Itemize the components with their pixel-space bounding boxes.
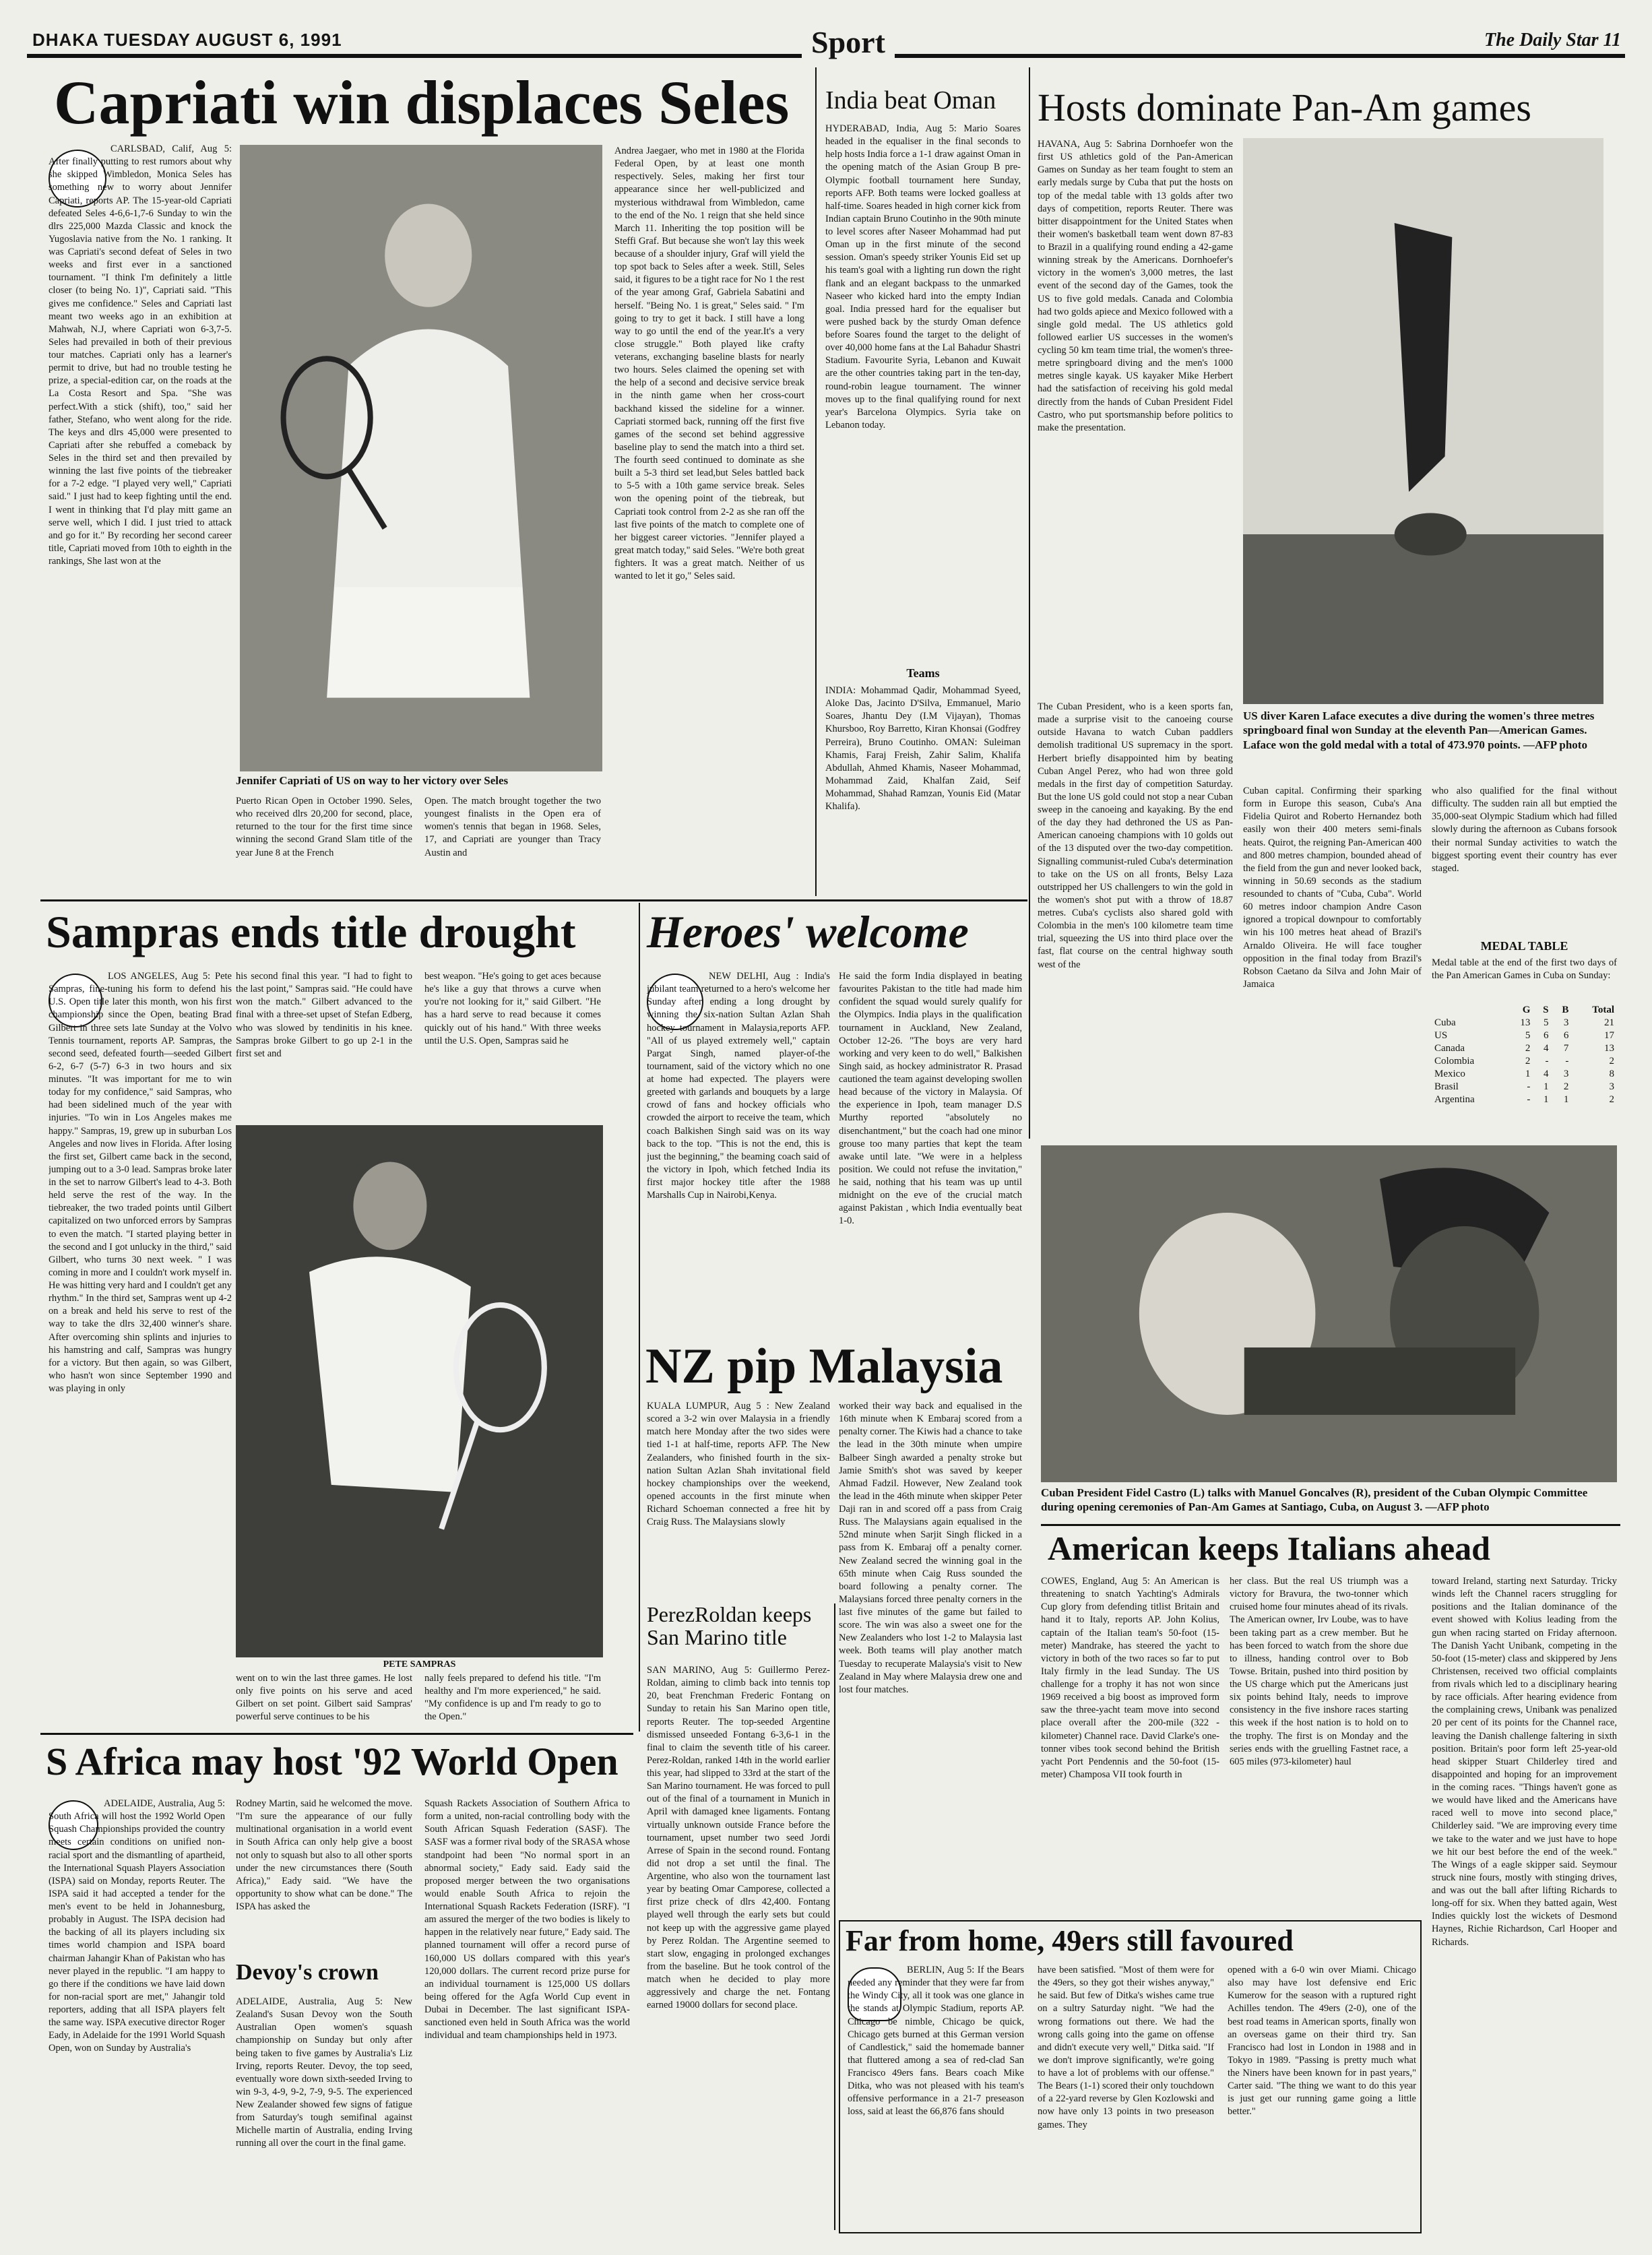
dateline: DHAKA TUESDAY AUGUST 6, 1991 [32, 30, 342, 50]
medal-cell: US [1434, 1030, 1448, 1041]
medal-cell: Canada [1434, 1043, 1465, 1054]
medal-row [1432, 1093, 1617, 1106]
medal-cell: Cuba [1434, 1017, 1456, 1028]
panam-col2: The Cuban President, who is a keen sports fan, made a surprise visit to the canoeing course outside Havana to watch Cuban paddlers demolish traditional US supremacy in the sport. Herbert briefly disappointed him by beating Cuban Angel Perez, who had won three gold medals in the first day of competition Saturday. But the lone US gold could not stop a near Cuban sweep in the canoeing and kayaking. By the end of the day they had dethroned the US as Pan-American canoeing champions with 10 golds out of the 13 disputed over the two-day competition. Signalling communist-ruled Cuba's determination to take on the US on all fronts, Belsy Laza outstripped her US challengers to win the gold in the women's shot put with a throw of 18.87 metres. Cuba's cyclists also shared gold with Colombia in the men's 100 kilometre team time trial, squeezing the US into third place over the fast, flat course on the central highway south west of the [1038, 701, 1233, 970]
medal-cell: 13 [1604, 1043, 1614, 1054]
paper-name: The Daily Star 11 [1484, 30, 1621, 51]
column-rule [1029, 67, 1030, 1139]
medal-cell: - [1545, 1056, 1549, 1067]
sampras-col1: LOS ANGELES, Aug 5: Pete Sampras, fine-tuning his form to defend his U.S. Open title later this month, won his first championship since the Open, beating Brad Gilbert in three sets late Sunday at the Volvo Tennis tournament, reports AP. Sampras, the second seed, defeated fourth—seeded Gilbert 6-2, 6-7 (5-7) 6-3 in two hours and six minutes. "It was important for me to win today for my confidence," said Sampras, who had been sidelined much of the year with injuries. "To win in Los Angeles makes me happy." Sampras, 19, grew up in suburban Los Angeles and now lives in Florida. After losing the first set, Gilbert came back in the second, jumping out to a 3-0 lead. Sampras broke later in the set to narrow Gilbert's lead to 4-3. Both held serve the rest of the way. In the tiebreaker, the two traded points until Gilbert capitalized on two unforced errors by Sampras to even the match. "I started playing better in the second and I got unlucky in the third," said Gilbert, who turns 30 next week. " I was coming in more and I couldn't work myself in. He was hitting very hard and I couldn't get any rhythm." In the third set, Sampras went up 4-2 on a break and held his serve to rest of the way to take the dlrs 32,400 winner's share. After overcoming shin splints and injuries to his hamstring and calf, Sampras was hungry for a victory. But then again, so was Gilbert, who hasn't won since September 1990 and was playing in only [49, 971, 232, 1394]
niners-col1: BERLIN, Aug 5: If the Bears needed any reminder that they were far from the Windy City, all it took was one glance in the stands at Olympic Stadium, reports AP. Chicago be nimble, Chicago be quick, Chicago gets burned at this German version of Candlestick," said the homemade banner that fluttered among a sea of red-clad San Francisco 49ers fans. Bears coach Mike Ditka, who was not pleased with his team's offensive performance in a 21-7 preseason loss, said at least the 66,876 fans should [848, 1965, 1024, 2118]
perez-headline: PerezRoldan keeps San Marino title [647, 1602, 812, 1649]
capriati-caption: Jennifer Capriati of US on way to her victory over Seles [236, 774, 509, 787]
diver-caption: US diver Karen Laface executes a dive during the women's three metres springboard final won Sunday at the eleventh Pan—American Games. Laface won the gold medal with a total of 473.970 points. —AFP photo [1243, 709, 1595, 751]
medal-cell: Mexico [1434, 1069, 1465, 1079]
medal-cell: 5 [1543, 1017, 1549, 1028]
heroes-col1: NEW DELHI, Aug : India's jubilant team returned to a hero's welcome her Sunday after ending a long drought by winning the six-nation Sultan Azlan Shah hockey tournament in Malaysia,reports AFP. "All of us played extremely well," captain Pargat Singh, named player-of-the tournament, said of the victory which no one at home had expected. The players were greeted with garlands and bouquets by a large crowd of fans and hockey officials who crowded the airport to receive the team, which coach Balkishen Singh said was on its way back to the top. "This is not the end, this is just the beginning," the beaming coach said of the victory in Ipoh, which fetched India its first major hockey title after the 1988 Marshalls Cup in Nairobi,Kenya. [647, 971, 830, 1201]
medal-row [1432, 1068, 1617, 1081]
diver-photo [1243, 138, 1603, 704]
medal-col-header [1432, 1004, 1507, 1017]
medal-table [1432, 1004, 1617, 1106]
medal-cell: Argentina [1434, 1094, 1475, 1105]
medal-cell: 3 [1563, 1017, 1569, 1028]
medal-table-intro: Medal table at the end of the first two days of the Pan American Games in Cuba on Sunday: [1432, 957, 1617, 982]
niners-col2: have been satisfied. "Most of them were for the 49ers, so they got their wishes anyway," he said. But few of Ditka's wishes came true on a sultry Saturday night. "We had the wrong formations out there. We had the wrong calls going into the game on offense and didn't execute very well," Ditka said. "If we don't improve significantly, we're going to have a lot of problems with our offense." The Bears (1-1) scored their only touchdown of a 22-yard reverse by Glen Kozlowski and now have only 13 points in two preseason games. They [1038, 1965, 1214, 2130]
section-rule [40, 899, 1027, 901]
panam-headline: Hosts dominate Pan-Am games [1038, 86, 1531, 129]
medal-col-header: S [1543, 1005, 1549, 1015]
medal-cell: 3 [1609, 1081, 1614, 1092]
italians-col3: toward Ireland, starting next Saturday. Tricky winds left the Channel racers struggling for positions and the Italian dominance of the event showed with Kolius leading from the gun when racing started on Friday afternoon. The Danish Yacht Unibank, competing in the 50-foot (15-meter) class and skippered by Jens Christensen, received two official complaints from rivals which led to a disciplinary hearing by race officials. After hearing evidence from the complaining crews, Unibank was penalized 20 per cent of its points for the Channel race, leaving the Danish challenge faltering in sixth position. Britain's poor form left 25-year-old head skipper Stuart Childerley tired and disappointed and hoping for an improvement in the coming races. "Things haven't gone as we would have liked and the Americans have raced well to move into second place," Childerley said. "We are improving every time we take to the water and we just have to hope we hit our best before the end of the week." The Wings of a eagle skipper said. Seymour struck nine fours, mostly with stinging drives, and was out the ball after lifting Richards to long-off for six. When they batted again, West Indies quickly lost the wickets of Desmond Haynes, Richie Richardson, Carl Hooper and Richards. [1432, 1576, 1617, 1948]
capriati-below-left: Puerto Rican Open in October 1990. Seles, who received dlrs 20,200 for second, place, returned to the tour for the first time since winning the second Grand Slam title of the year June 8 at the French [236, 796, 412, 858]
oman-teams-head: Teams [906, 666, 940, 680]
sampras-headline: Sampras ends title drought [46, 906, 576, 957]
medal-cell: 21 [1604, 1017, 1614, 1028]
devoy-headline: Devoy's crown [236, 1960, 379, 1985]
italians-headline: American keeps Italians ahead [1048, 1529, 1490, 1567]
italians-col1: COWES, England, Aug 5: An American is threatening to snatch Yachting's Admirals Cup glory from defending titlist Britain and hand it to Italy, reports AP. John Kolius, captain of the Italian team's 50-foot (15-meter) Mandrake, has steered the yacht to victory in both of the two races so far to put Italy firmly in the lead Sunday. The US challenge for a trophy it has not won since 1969 received a big boost as improved form saw the three-yacht team move into second place overall after the 200-mile (322 -kilometer) Channel race. David Clarke's one-tonner vibes took second behind the British yacht Port Pendennis and the 50-foot (15-meter) Champosa VII took fourth in [1041, 1576, 1219, 1780]
italians-col2: her class. But the real US triumph was a victory for Bravura, the two-tonner which cruised home four minutes ahead of its rivals. The American owner, Irv Loube, was to have been taking part as a crew member. But he has been forced to watch from the shore due to illness, handing control over to Bob Towse. Britain, pushed into third position by the US charge which put the Americans just six points behind Italy, needs to improve consistency in the five inshore races starting this week if the host nation is to hold on to the trophy. The first is on Monday and the series ends with the gruelling Fastnet race, a 605 miles (973-kilometer) haul [1230, 1576, 1408, 1767]
medal-cell: 1 [1543, 1094, 1549, 1105]
medal-cell: 2 [1609, 1056, 1614, 1067]
niners-col3: opened with a 6-0 win over Miami. Chicago also may have lost defensive end Eric Kumerow for the season with a ruptured right Achilles tendon. The 49ers (2-0), one of the best road teams in American sports, finally won an overseas game on their third try. San Francisco had lost in London in 1988 and in Tokyo in 1989. "Passing is pretty much what the Niners have been known for in past years," Carter said. "The thing we want to do this year is just get our running game going a little better." [1228, 1965, 1416, 2118]
safrica-col2: Rodney Martin, said he welcomed the move. "I'm sure the appearance of our fully multinational organisation in a world event in South Africa can only help give a boost not only to squash but also to all other sports under the new circumstances there (South Africa)," Eady said. "We have the opportunity to show what can be done." The ISPA has asked the [236, 1798, 412, 1912]
oman-headline: India beat Oman [825, 86, 996, 115]
medal-cell: 1 [1563, 1094, 1569, 1105]
medal-cell: 4 [1543, 1043, 1549, 1054]
panam-col1: HAVANA, Aug 5: Sabrina Dornhoefer won the first US athletics gold of the Pan-American Games on Sunday as her team fought to stem an early medals surge by Cuba that put the hosts on top of the medal table with 13 golds after two days of competition, reports Reuter. There was bitter disappointment for the United States when their women's basketball team went down 87-83 to Brazil in a qualifying round ending a 42-game winning streak by the Americans. Dornhoefer's victory in the women's 3,000 metres, the last event of the second day of the Games, took the US to five gold medals. Canada and Colombia had two golds apiece and Mexico followed with a single gold medal. The US athletics gold followed earlier US successes in the women's cycling 50 km team time trial, the women's three-metre springboard diving and the men's 1000 metres single kayak. US kayaker Mike Herbert had the satisfaction of receiving his gold medal directly from the hands of Cuban President Fidel Castro, who put sportsmanship before politics to make the presentation. [1038, 139, 1233, 433]
niners-headline: Far from home, 49ers still favoured [846, 1924, 1294, 1957]
safrica-col1: ADELAIDE, Australia, Aug 5: South Africa will host the 1992 World Open Squash Championships provided the country meets certain conditions on unified non-racial sport and the dismantling of apartheid, the International Squash Players Association (ISPA) said on Monday, reports Reuter. The ISPA said it had accepted a tender for the men's event to be held in Johannesburg, probably in August. The ISPA decision had the backing of all its players including six times world champion and ISPA board chairman Jahangir Khan of Pakistan who has never played in the republic. "I am happy to go there if the conditions we have laid down for non-racial sport are met," Jahangir told reporters, adding that all ISPA players felt the same way. ISPA executive director Roger Eady, in Adelaide for the 1991 World Squash Open, won on Sunday by Australia's [49, 1798, 225, 2054]
panam-col3: Cuban capital. Confirming their sparking form in Europe this season, Cuba's Ana Fidelia Quirot and Roberto Hernandez both easily won their 400 meters semi-finals heats. Quirot, the reigning Pan-American 400 and 800 metres champion, bounded ahead of the field from the gun and never looked back, winning in 50.69 seconds as the stadium resounded to chants of "Cuba, Cuba". World 60 metres indoor champion Andre Cason ignored a tropical downpour to comfortably win his 100 metres heat ahead of Brazil's Arnaldo Oliveira. He will face tougher opposition in the final today from Brazil's Robson Caetano da Silva and John Mair of Jamaica [1243, 786, 1422, 990]
medal-cell: 4 [1543, 1069, 1549, 1079]
medal-row [1432, 1081, 1617, 1093]
sampras-photo-label: PETE SAMPRAS [383, 1659, 456, 1670]
heroes-headline: Heroes' welcome [647, 906, 969, 957]
nz-headline: NZ pip Malaysia [645, 1339, 1003, 1394]
medal-table-head: MEDAL TABLE [1480, 939, 1568, 953]
section-rule [40, 1733, 633, 1735]
medal-cell: 2 [1609, 1094, 1614, 1105]
medal-row [1432, 1042, 1617, 1055]
medal-cell: 3 [1563, 1069, 1569, 1079]
sampras-below-right: nally feels prepared to defend his title. "I'm healthy and I'm more experienced," he said. "My confidence is up and I'm ready to go to the Open." [424, 1673, 601, 1723]
medal-cell: - [1527, 1081, 1531, 1092]
medal-cell: 7 [1563, 1043, 1569, 1054]
sampras-below-left: went on to win the last three games. He lost only five points on his serve and aced Gilbert on set point. Gilbert said Sampras' powerful serve continues to be his [236, 1673, 412, 1723]
medal-cell: - [1565, 1056, 1569, 1067]
masthead [27, 27, 1625, 58]
medal-cell: 8 [1609, 1069, 1614, 1079]
section-rule [1041, 1524, 1620, 1526]
capriati-below-right: Open. The match brought together the two youngest finalists in the Open era of women's tennis that began in 1968. Seles, 17, and Capriati are younger than Tracy Austin and [424, 796, 601, 858]
column-rule [834, 1603, 835, 2230]
medal-cell: 2 [1525, 1056, 1531, 1067]
oman-teams: INDIA: Mohammad Qadir, Mohammad Syeed, Aloke Das, Jacinto D'Silva, Emmanuel, Mario Soares, Jhantu Dey (I.M Vijayan), Thomas Khursboo, Roy Barretto, Kiran Khonsai (Godfrey Perreira), Bruno Coutinho. OMAN: Suleiman Khamis, Faraj Freish, Zahir Salim, Khalifa Abdullah, Ahmed Khamis, Naseer Mohammad, Mohammad Zaid, Khalfan Zaid, Seif Mohammad, Shahad Ramzan, Younis Eid (Matar Khalifa). [825, 685, 1021, 813]
safrica-col3: Squash Rackets Association of Southern Africa to form a united, non-racial controlling body with the South African Squash Federation (SASF). The SASF was a former rival body of the SRASA whose standpoint had been "No normal sport in an abnormal society," Eady said. Eady said the proposed merger between the two organisations would enable South Africa to rejoin the International Squash Rackets Federation (ISRF). "I am assured the merger of the two bodies is likely to happen in the relatively near future," Eady said. The planned tournament will offer a record purse of 160,000 US dollars compared with this year's 120,000 dollars. The current record prize purse for an individual tournament is 125,000 US dollars being offered for the Agfa World Cup event in Dubai in December. The last significant ISPA-sanctioned even held in South Africa was the world individual and team championships held in 1973. [424, 1798, 630, 2041]
medal-col-header: G [1522, 1005, 1531, 1015]
medal-cell: 6 [1563, 1030, 1569, 1041]
perez-body: SAN MARINO, Aug 5: Guillermo Perez- Roldan, aiming to climb back into tennis top 20, beat Frenchman Frederic Fontang on Sunday to retain his San Marino open title, reports Reuter. The top-seeded Argentine dismissed unseeded Fontang 6-3,6-1 in the final to claim the seventh title of his career. Perez-Roldan, ranked 14th in the world earlier this year, had slipped to 33rd at the start of the San Marino tournament. He was forced to pull out of the final of a tournament in Munich in April with damaged knee ligaments. Fontang virtually unknown outside France before the tournament, upset number two seed Jordi Arrese of Spain in the second round. Fontang did not drop a set until the final. The Argentine, who also won the tournament last year by beating Omar Camporese, collected a first prize check of dlrs 42,400. Fontang played well through the early sets but could not keep up with the aggressive game played by Perez Roldan. The Argentine seemed to start slow, engaging in prolonged exchanges from the baseline. But he took control of the match when he decided to play more aggressively and charge the net. Fontang earned 19000 dollars for second place. [647, 1665, 830, 2011]
capriati-headline: Capriati win displaces Seles [54, 68, 790, 137]
heroes-col2: He said the form India displayed in beating favourites Pakistan to the title had made him confident the squad would surely qualify for the Olympics. India plays in the qualification tournament in Auckland, New Zealand, October 12-26. "The boys are very hard working and very keen to do well," Balkishen Singh said, as hockey administrator R. Prasad cautioned the team against developing swollen head because of the victory in Malaysia. Of the experience in Ipoh, team manager D.S Murthy reported "absolutely no disenchantment," but the coach had one minor grouse too many parties that kept the team awake until late. "We were in a helpless position. We could not refuse the invitation," he said, nothing that his team was up until midnight on the eve of the crucial match against Pakistan , which India eventually beat 1-0. [839, 971, 1022, 1227]
medal-cell: 1 [1525, 1069, 1531, 1079]
column-rule [639, 903, 640, 1732]
medal-cell: Brasil [1434, 1081, 1459, 1092]
column-rule [815, 67, 817, 896]
sampras-col2: his second final this year. "I had to fight to the last point," Sampras said. "He could have won the match." Gilbert advanced to the final with a three-set upset of Stefan Edberg, who was slowed by tendinitis in his knee. Sampras broke Gilbert to go up 2-1 in the first set and [236, 971, 412, 1059]
medal-cell: 2 [1563, 1081, 1569, 1092]
medal-cell: 6 [1543, 1030, 1549, 1041]
medal-cell: 5 [1525, 1030, 1531, 1041]
medal-row [1432, 1017, 1617, 1029]
capriati-col4: Andrea Jaegaer, who met in 1980 at the Florida Federal Open, by at least one month respectively. Seles, making her first tour appearance since her well-publicized and mysterious withdrawal from Wimbledon, came to the end of the No. 1 reign that she held since March 11. Inheriting the top position will be Steffi Graf. But because she won't lay this week because of a shoulder injury, Graf will yield the top spot back to Seles after a week. Still, Seles said, it figures to be a tight race for No 1 the rest of the year among Graf, Gabriela Sabatini and herself. "Being No. 1 is great," Seles said. " I'm going to try to get it back. I still have a long way to go until the end of the year.It's a very close struggle." Both played like crafty veterans, exchanging baseline blasts for nearly two hours. Seles claimed the opening set with the help of a second and decisive service break in the ninth game when her cross-court backhand kissed the sideline for a winner. Capriati stormed back, running off the first five games of the second set behind aggressive baseline play to send the match into a third set. The fourth seed continued to dominate as she built a 5-3 third set lead,but Seles battled back to 5-5 with a 10th game service break. Seles won the opening point of the tiebreak, but Capriati took control from 2-2 as she ran off the last five points of the match to complete one of her biggest career victories. "Jennifer played a great match today," said Seles. "We're both great fighters. It was a great match. Neither of us wanted to let it go," Seles said. [614, 146, 804, 582]
castro-caption: Cuban President Fidel Castro (L) talks with Manuel Goncalves (R), president of the Cuban Olympic Committee during opening ceremonies of Pan-Am Games at Santiago, Cuba, on August 3. —AFP photo [1041, 1486, 1588, 1514]
section-title: Sport [802, 24, 895, 60]
medal-cell: 2 [1525, 1043, 1531, 1054]
medal-row [1432, 1055, 1617, 1068]
medal-col-header: Total [1592, 1005, 1614, 1015]
panam-col4: who also qualified for the final without difficulty. The sudden rain all but emptied the 35,000-seat Olympic Stadium which had filled slowly during the afternoon as Cubans forsook their normal Sunday activities to watch the biggest sporting event their country has ever staged. [1432, 786, 1617, 874]
sampras-col3: best weapon. "He's going to get aces because he's like a guy that throws a curve when you're not looking for it," said Gilbert. "He has a hard serve to read because it comes quickly out of his hand." With three weeks until the U.S. Open, Sampras said he [424, 971, 601, 1046]
medal-cell: 1 [1543, 1081, 1549, 1092]
capriati-col1: CARLSBAD, Calif, Aug 5: After finally putting to rest rumors about why she skipped Wimbledon, Monica Seles has something new to worry about Jennifer Capriati, reports AP. The 15-year-old Capriati defeated Seles 4-6,6-1,7-6 Sunday to win the dlrs 225,000 Mazda Classic and knock the Yugoslavia native from the No. 1 ranking. It was Capriati's second defeat of Seles in two weeks and first ever in a sanctioned tournament. "I think I'm definitely a little closer (to being No. 1)", Capriati said. "This gives me confidence." Seles and Capriati last meant two weeks ago in an exhibition at Mahwah, N.J, where Capriati won 6-3,7-5. Seles had prevailed in both of their previous tour matches. Capriati only has a learner's permit to drive, but had no trouble testing he prize, a special-edition car, on the roads at the La Costa Resort and Spa. "She was perfect.With a stick (shift), too," said her father, Stefano, who went along for the ride. The keys and dlrs 45,000 were presented to Capriati after she rebuffed a comeback by Seles in the third set and then prevailed by winning the last five points of the tiebreaker for a 7-2 edge. "I played very well," Capriati said." I just had to keep fighting until the end. I went in thinking that I'd play mitt game an serve well, which I did. I just tried to attack and go for it." By recording her second career title, Capriati moved from 10th to eighth in the rankings, She last won at the [49, 144, 232, 567]
safrica-headline: S Africa may host '92 World Open [46, 1740, 618, 1783]
medal-cell: Colombia [1434, 1056, 1475, 1067]
nz-col1: KUALA LUMPUR, Aug 5 : New Zealand scored a 3-2 win over Malaysia in a friendly match here Monday after the two sides were tied 1-1 at half-time, reports AFP. The New Zealanders, who finished fourth in the six-nation Sultan Azlan Shah invitational field hockey championships over the weekend, opened accounts in the first minute when Richard Schoeman connected a free hit by Craig Russ. The Malaysians slowly [647, 1401, 830, 1528]
medal-cell: 13 [1520, 1017, 1531, 1028]
medal-row [1432, 1029, 1617, 1042]
medal-col-header: B [1562, 1005, 1569, 1015]
medal-cell: - [1527, 1094, 1531, 1105]
sampras-photo [236, 1125, 603, 1657]
medal-cell: 17 [1604, 1030, 1614, 1041]
nz-col2: worked their way back and equalised in the 16th minute when K Embaraj scored from a penalty corner. The Kiwis had a chance to take the lead in the 30th minute when umpire Balbeer Singh awarded a penalty stroke but Jamie Smith's shot was saved by keeper Ahmad Fadzil. However, New Zealand took the lead in the 46th minute when skipper Peter Daji ran in and scored off a pass from Craig Russ. The Malaysians again equalised in the 52nd minute when Sarjit Singh flicked in a pass from K. Embaraj off a penalty corner. New Zealand secred the winning goal in the 65th minute when Caig Russ sounded the board following a penalty corner. The Malaysians forced three penalty corners in the last five minutes of the game but failed to score. The win was also a sweet one for the New Zealanders who lost 1-2 to Malaysia last week. Both teams will play another match Tuesday to recuperate Malaysia's visit to New Zealand in May where Malaysia drew one and lost four matches. [839, 1401, 1022, 1695]
castro-photo [1041, 1145, 1617, 1482]
devoy-body: ADELAIDE, Australia, Aug 5: New Zealand's Susan Devoy won the South Australian Open women's squash championship on Sunday but only after being taken to five games by Australia's Liz Irving, reports Reuter. Devoy, the top seed, eventually wore down sixth-seeded Irving to win 9-3, 4-9, 9-2, 7-9, 9-5. The experienced New Zealander showed few signs of fatigue from Saturday's tough semifinal against Michelle martin of Australia, ending Irving running all over the court in the final game. [236, 1996, 412, 2149]
oman-body: HYDERABAD, India, Aug 5: Mario Soares headed in the equaliser in the final seconds to help hosts India force a 1-1 draw against Oman in the opening match of the Asian Group B pre-Olympic football tournament here Sunday, reports AFP. Both teams were locked goalless at half-time. Soares headed in high corner kick from Indian captain Bruno Coutinho in the 90th minute to level scores after Naseer Mohammad had put Oman up in the first minute of the second session. Oman's speedy striker Younis Eid set up his team's goal with a lighting run down the right flank and an elegant backpass to the unmarked Naseer who kicked hard into the empty Indian goal. India pressed hard for the equaliser but were pushed back by the sturdy Oman defence before Soares found the target to the delight of over 40,000 home fans at the Lal Bahadur Shastri Stadium. Favourite Syria, Lebanon and Kuwait are the other countries taking part in the ten-day, round-robin league tournament. The winner moves up to the final qualifying round for next year's Barcelona Olympics. Syria take on Lebanon today. [825, 123, 1021, 431]
capriati-photo [240, 145, 602, 771]
